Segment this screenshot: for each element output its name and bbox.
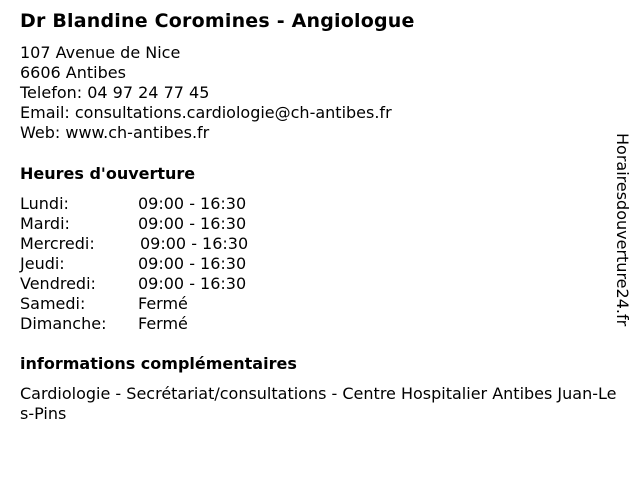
address-block — [20, 43, 392, 143]
day-label: Mercredi: — [20, 234, 95, 253]
day-hours: Fermé — [138, 294, 188, 313]
additional-info-heading: informations complémentaires — [20, 354, 297, 373]
day-hours: 09:00 - 16:30 — [140, 234, 249, 253]
day-hours: Fermé — [138, 314, 188, 333]
day-label: Jeudi: — [20, 254, 65, 273]
day-hours: 09:00 - 16:30 — [138, 254, 247, 273]
day-label: Samedi: — [20, 294, 86, 313]
website: Web: www.ch-antibes.fr — [20, 123, 210, 142]
city-address: 6606 Antibes — [20, 63, 126, 82]
day-hours: 09:00 - 16:30 — [138, 274, 247, 293]
additional-info-text: Cardiologie - Secrétariat/consultations - Centre Hospitalier Antibes Juan-Les-Pins — [20, 384, 617, 423]
day-hours: 09:00 - 16:30 — [138, 214, 247, 233]
phone-number: Telefon: 04 97 24 77 45 — [20, 83, 210, 102]
day-hours: 09:00 - 16:30 — [138, 194, 247, 213]
day-label: Mardi: — [20, 214, 70, 233]
day-label: Dimanche: — [20, 314, 107, 333]
day-label: Lundi: — [20, 194, 69, 213]
page-title: Dr Blandine Coromines - Angiologue — [20, 10, 415, 32]
email-address: Email: consultations.cardiologie@ch-antibes.fr — [20, 103, 392, 122]
day-label: Vendredi: — [20, 274, 96, 293]
side-watermark — [612, 133, 634, 347]
street-address: 107 Avenue de Nice — [20, 43, 181, 62]
side-watermark-text: Horairesdouverture24.fr — [613, 133, 632, 327]
opening-hours-heading: Heures d'ouverture — [20, 164, 196, 183]
